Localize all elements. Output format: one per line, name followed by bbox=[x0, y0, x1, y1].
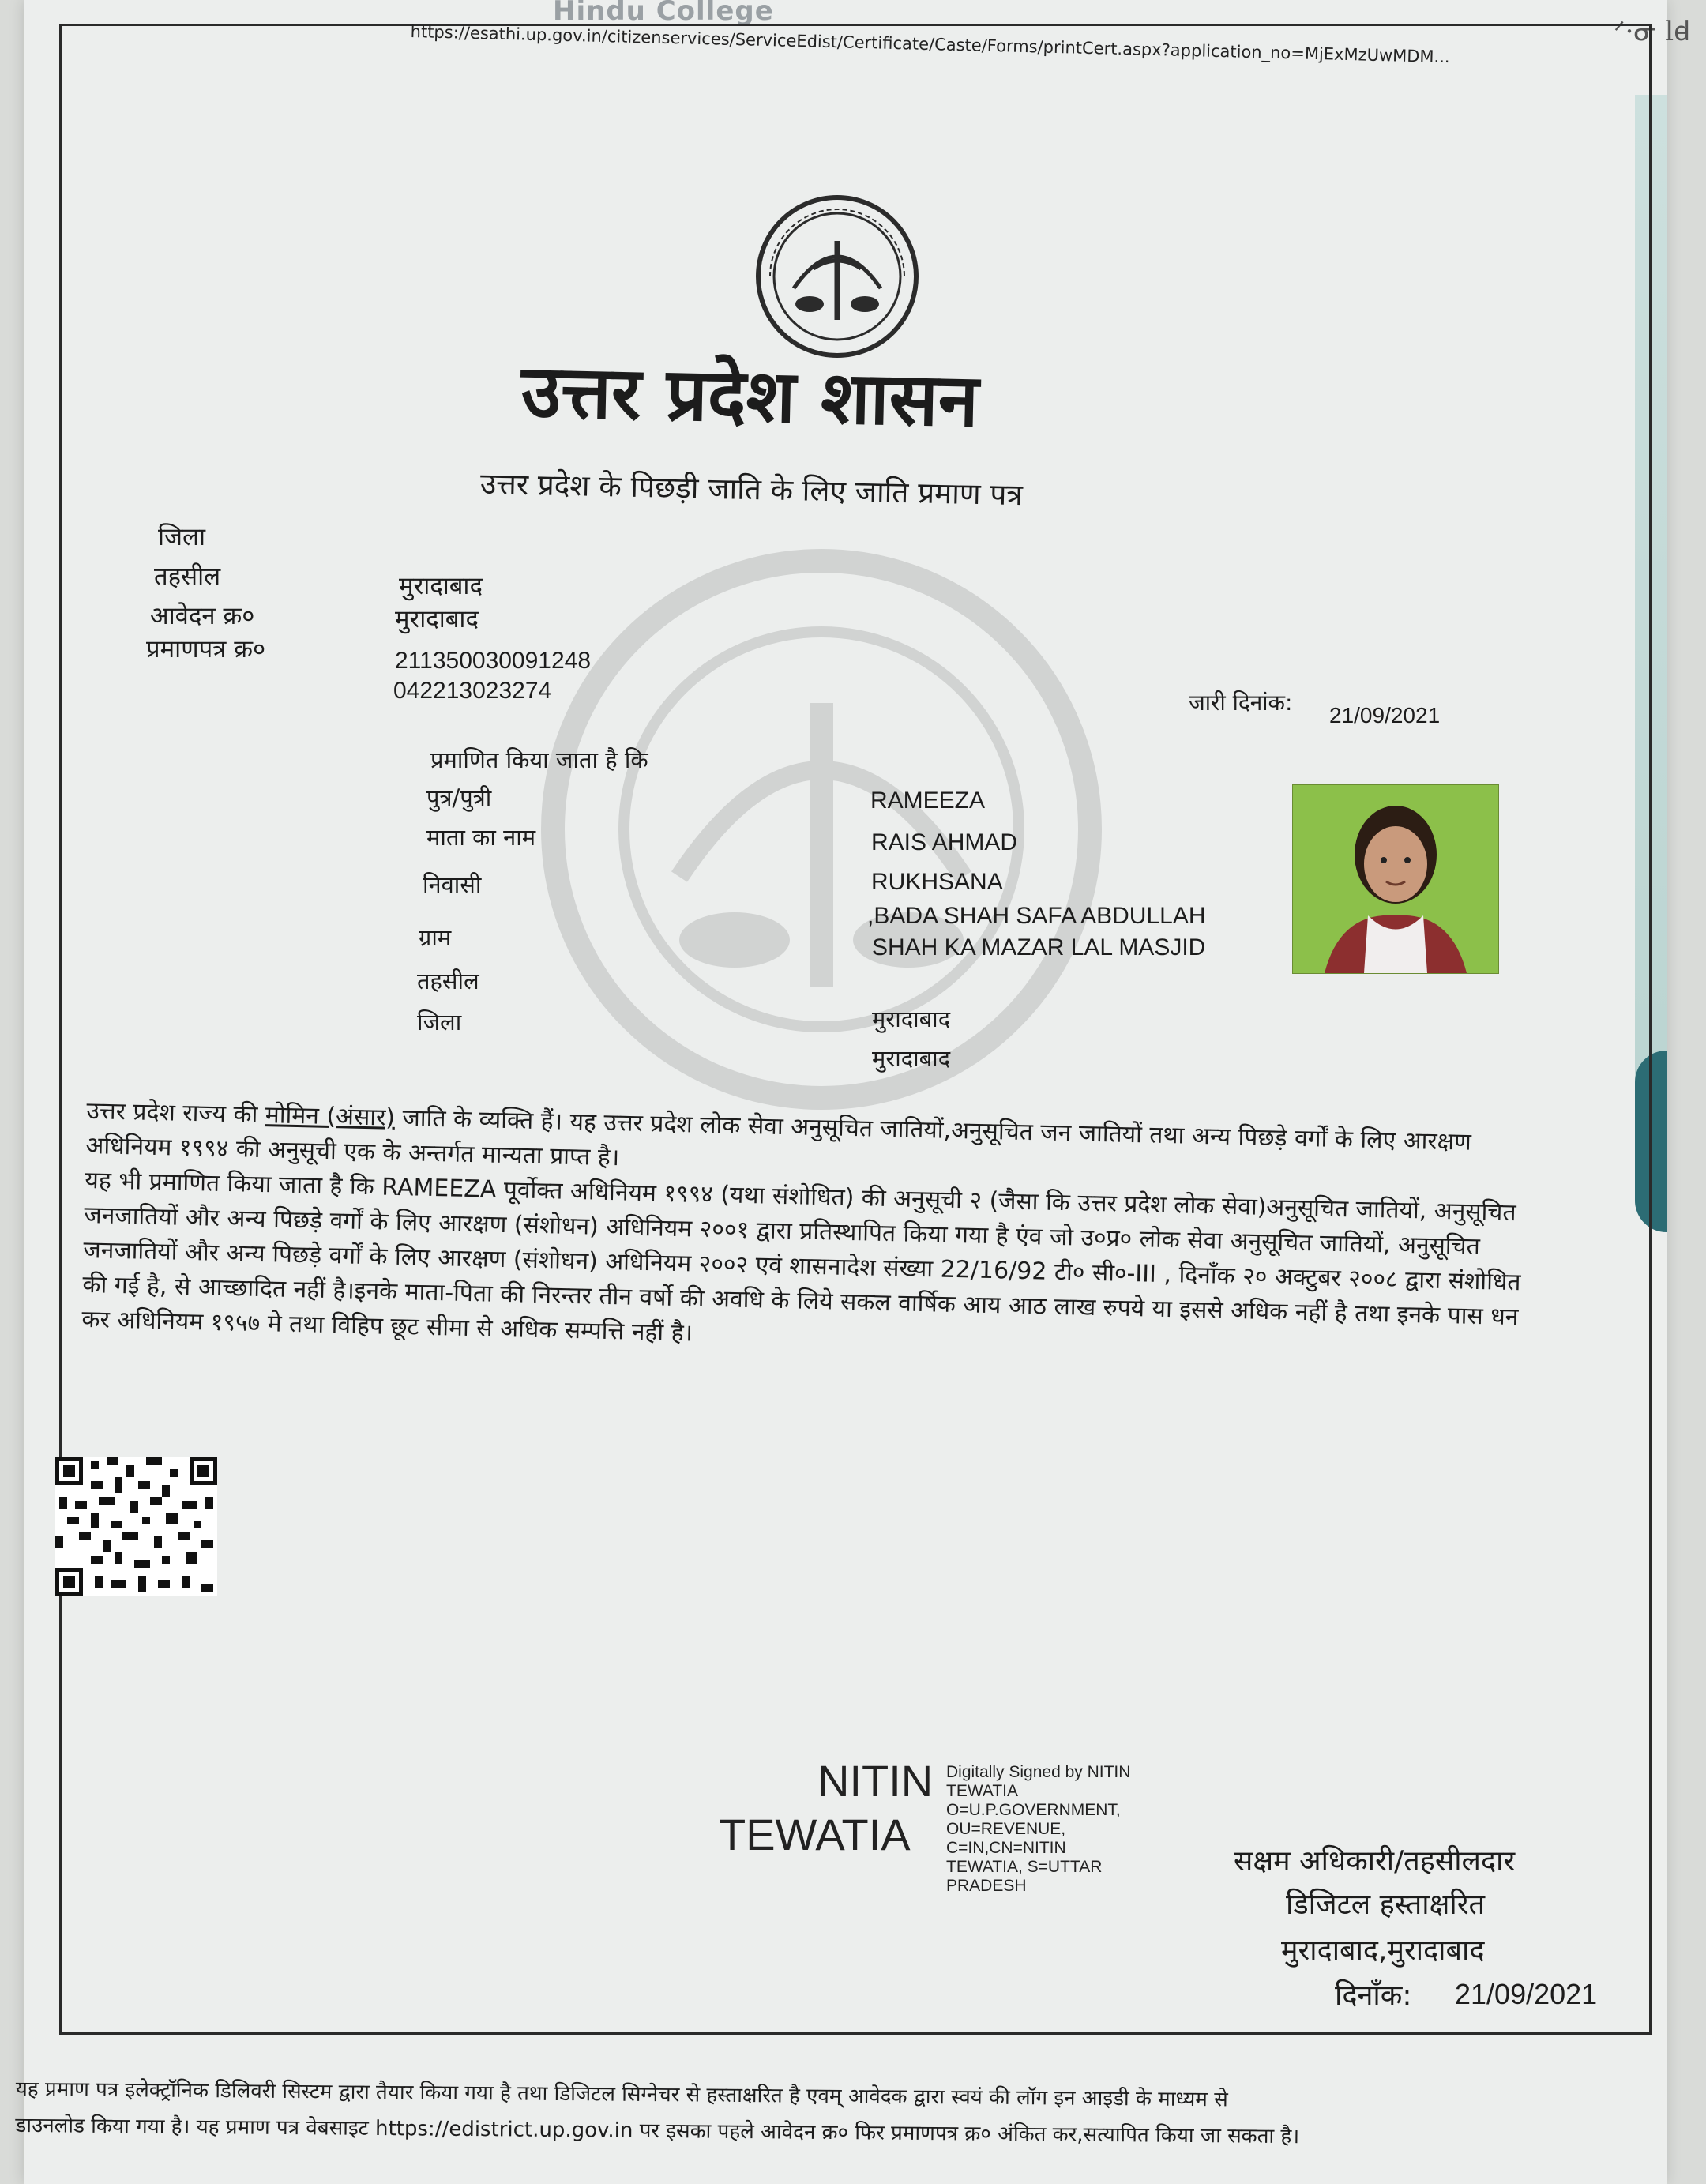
label-son-daughter: पुत्र/पुत्री bbox=[426, 784, 492, 811]
label-tehsil: तहसील bbox=[154, 562, 221, 591]
certificate-footer bbox=[15, 2071, 1643, 2158]
value-mother: RUKHSANA bbox=[871, 869, 1003, 895]
value-application-no: 211350030091248 bbox=[395, 648, 592, 674]
footer-line2: डाउनलोड किया गया है। यह प्रमाण पत्र वेबसाइट https://edistrict.up.gov.in पर इसका पहले आवेदन क्र० फिर प्रमाणपत्र क्र० अंकित कर,सत्यापित किया जा सकता है। bbox=[15, 2113, 1300, 2149]
value-tehsil-person: मुरादाबाद bbox=[872, 1006, 951, 1032]
body-line1-pre: उत्तर प्रदेश राज्य की bbox=[86, 1096, 266, 1130]
officer-digital-signed: डिजिटल हस्ताक्षरित bbox=[1286, 1889, 1485, 1921]
officer-designation: सक्षम अधिकारी/तहसीलदार bbox=[1234, 1845, 1516, 1878]
value-father: RAIS AHMAD bbox=[871, 829, 1018, 855]
body-line1-post: जाति के व्यक्ति हैं। यह उत्तर प्रदेश लोक सेवा अनुसूचित जातियों,अनुसूचित जन जातियों तथा अन्य पिछड़े वर्गों के लिए आरक्षण अधिनियम १९९४ की अनुसूची एक के अन्तर्गत मान्यता प्राप्त है। bbox=[85, 1103, 1472, 1172]
issue-date: 21/09/2021 bbox=[1329, 703, 1441, 727]
up-government-seal-icon bbox=[746, 194, 928, 359]
footer-line1: यह प्रमाण पत्र इलेक्ट्रॉनिक डिलिवरी सिस्टम द्वारा तैयार किया गया है तथा डिजिटल सिग्नेचर से हस्ताक्षरित है एवम् आवेदक द्वारा स्वयं की लॉग इन आइडी के माध्यम से bbox=[15, 2077, 1228, 2112]
value-district-person: मुरादाबाद bbox=[872, 1045, 951, 1072]
label-tehsil-person: तहसील bbox=[417, 968, 479, 994]
certificate-subtitle: उत्तर प्रदेश के पिछड़ी जाति के लिए जाति प्रमाण पत्र bbox=[479, 466, 1024, 513]
value-address-line1: ,BADA SHAH SAFA ABDULLAH bbox=[867, 903, 1206, 929]
page-title: उत्तर प्रदेश शासन bbox=[520, 348, 980, 444]
label-district: जिला bbox=[158, 523, 206, 551]
digital-signature-details: Digitally Signed by NITIN TEWATIA O=U.P.GOVERNMENT, OU=REVENUE, C=IN,CN=NITIN TEWATIA, S=UTTAR PRADESH bbox=[946, 1763, 1131, 1895]
college-stamp-text: Hindu College bbox=[553, 0, 774, 27]
officer-date-label: दिनाँक: bbox=[1335, 1979, 1412, 2012]
label-certificate-no: प्रमाणपत्र क्र० bbox=[146, 635, 266, 663]
certificate-body bbox=[81, 1094, 1532, 1370]
label-intro: प्रमाणित किया जाता है कि bbox=[430, 746, 648, 773]
label-district-person: जिला bbox=[417, 1009, 462, 1036]
body-line2: यह भी प्रमाणित किया जाता है कि RAMEEZA पूर्वोक्त अधिनियम १९९४ (यथा संशोधित) की अनुसूची २ (जैसा कि उत्तर प्रदेश लोक सेवा)अनुसूचित जातियों, अनुसूचित जनजातियों और अन्य पिछड़े वर्गों के लिए आरक्षण (संशोधन) अधिनियम २००१ द्वारा प्रतिस्थापित किया गया है एंव जो उ०प्र० लोक सेवा अनुसूचित जातियों, अनुसूचित जनजातियों और अन्य पिछड़े वर्गों के लिए आरक्षण (संशोधन) अधिनियम २००२ एवं शासनादेश संख्या 22/16/92 टी० सी०-III , दिनाँक २० अक्टुबर २००८ द्वारा संशोधित की गई है, से आच्छादित नहीं है।इनके माता-पिता की निरन्तर तीन वर्षो की अवधि के लिये सकल वार्षिक आय आठ लाख रुपये या इससे अधिक नहीं है तथा इनके पास धन कर अधिनियम १९५७ मे तथा विहिप छूट सीमा से अधिक सम्पत्ति नहीं है। bbox=[81, 1166, 1521, 1348]
issue-date-label: जारी दिनांक: bbox=[1189, 690, 1293, 716]
officer-location: मुरादाबाद,मुरादाबाद bbox=[1281, 1934, 1485, 1967]
print-url: https://esathi.up.gov.in/citizenservices/ServiceEdist/Certificate/Caste/Forms/printCert.aspx?application_no=MjExMzUwMDM... bbox=[410, 22, 1450, 67]
label-resident: निवासी bbox=[423, 871, 482, 898]
value-name: RAMEEZA bbox=[870, 788, 986, 814]
value-certificate-no: 042213023274 bbox=[393, 678, 552, 704]
value-district: मुरादाबाद bbox=[399, 572, 483, 600]
label-application-no: आवेदन क्र० bbox=[150, 602, 255, 630]
label-village: ग्राम bbox=[419, 924, 452, 951]
signer-name-line1: NITIN bbox=[817, 1756, 934, 1806]
applicant-photo bbox=[1292, 784, 1499, 974]
corner-handwriting: ᐟ·ᓂ lꟈ bbox=[1614, 16, 1690, 47]
caste-name: मोमिन (अंसार) bbox=[265, 1101, 396, 1132]
value-tehsil: मुरादाबाद bbox=[395, 605, 479, 633]
person-silhouette-icon bbox=[1293, 785, 1498, 973]
label-mother: माता का नाम bbox=[426, 824, 536, 851]
officer-date: 21/09/2021 bbox=[1455, 1978, 1598, 2010]
watermark-seal-icon bbox=[482, 545, 1161, 1114]
signer-name-line2: TEWATIA bbox=[719, 1810, 911, 1859]
value-address-line2: SHAH KA MAZAR LAL MASJID bbox=[872, 934, 1206, 960]
qr-code-icon bbox=[55, 1457, 217, 1596]
